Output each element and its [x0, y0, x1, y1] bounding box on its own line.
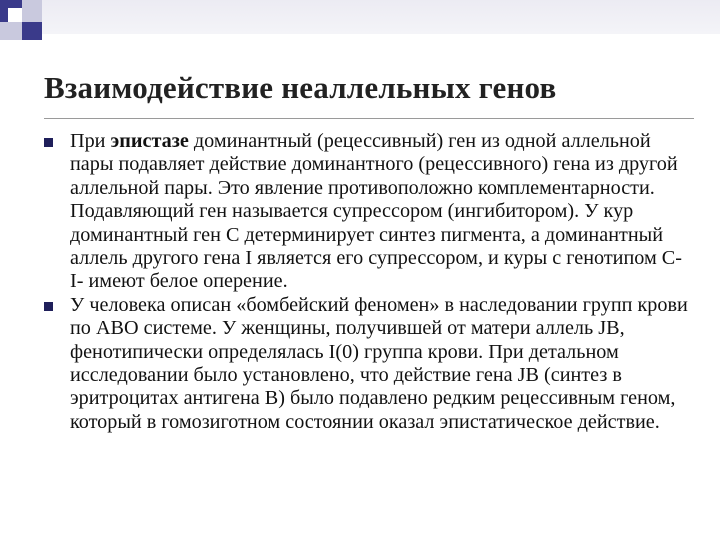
square-bullet-icon	[44, 138, 53, 147]
header-divider	[0, 40, 720, 42]
corner-square-inner	[8, 8, 22, 22]
bullet-item-bombay	[44, 294, 694, 434]
header-band	[42, 0, 720, 34]
bullet-text-body: У человека описан «бомбейский феномен» в наследовании групп крови по АВО системе. У женщины, получившей от матери аллель JB, фенотипически определялась I(0) группа крови. При детальном исследовании было установлено, что действие гена JB (синтез в эритроцитах антигена В) было подавлено редким рецессивным геном, который в гомозиготном состоянии оказал эпистатическое действие.	[70, 293, 688, 433]
bullet-item-epistasis	[44, 130, 694, 294]
corner-square-light	[0, 22, 22, 40]
bullet-text-emphasis: эпистазе	[110, 130, 189, 152]
bullet-list	[44, 130, 694, 434]
corner-square-dark	[22, 22, 42, 40]
corner-square-light	[22, 0, 42, 22]
slide-title: Взаимодействие неаллельных генов	[44, 70, 557, 105]
title-divider	[44, 118, 694, 119]
bullet-text-body: доминантный (рецессивный) ген из одной аллельной пары подавляет действие доминантного (рецессивного) гена из другой аллельной пары. Это явление противоположно комплементарности. Подавляющий ген называется супрессором (ингибитором). У кур доминантный ген С детерминирует синтез пигмента, а доминантный аллель другого гена I является его супрессором, и куры с генотипом С-I- имеют белое оперение.	[70, 130, 682, 293]
bullet-text-lead: При	[70, 130, 111, 152]
square-bullet-icon	[44, 302, 53, 311]
